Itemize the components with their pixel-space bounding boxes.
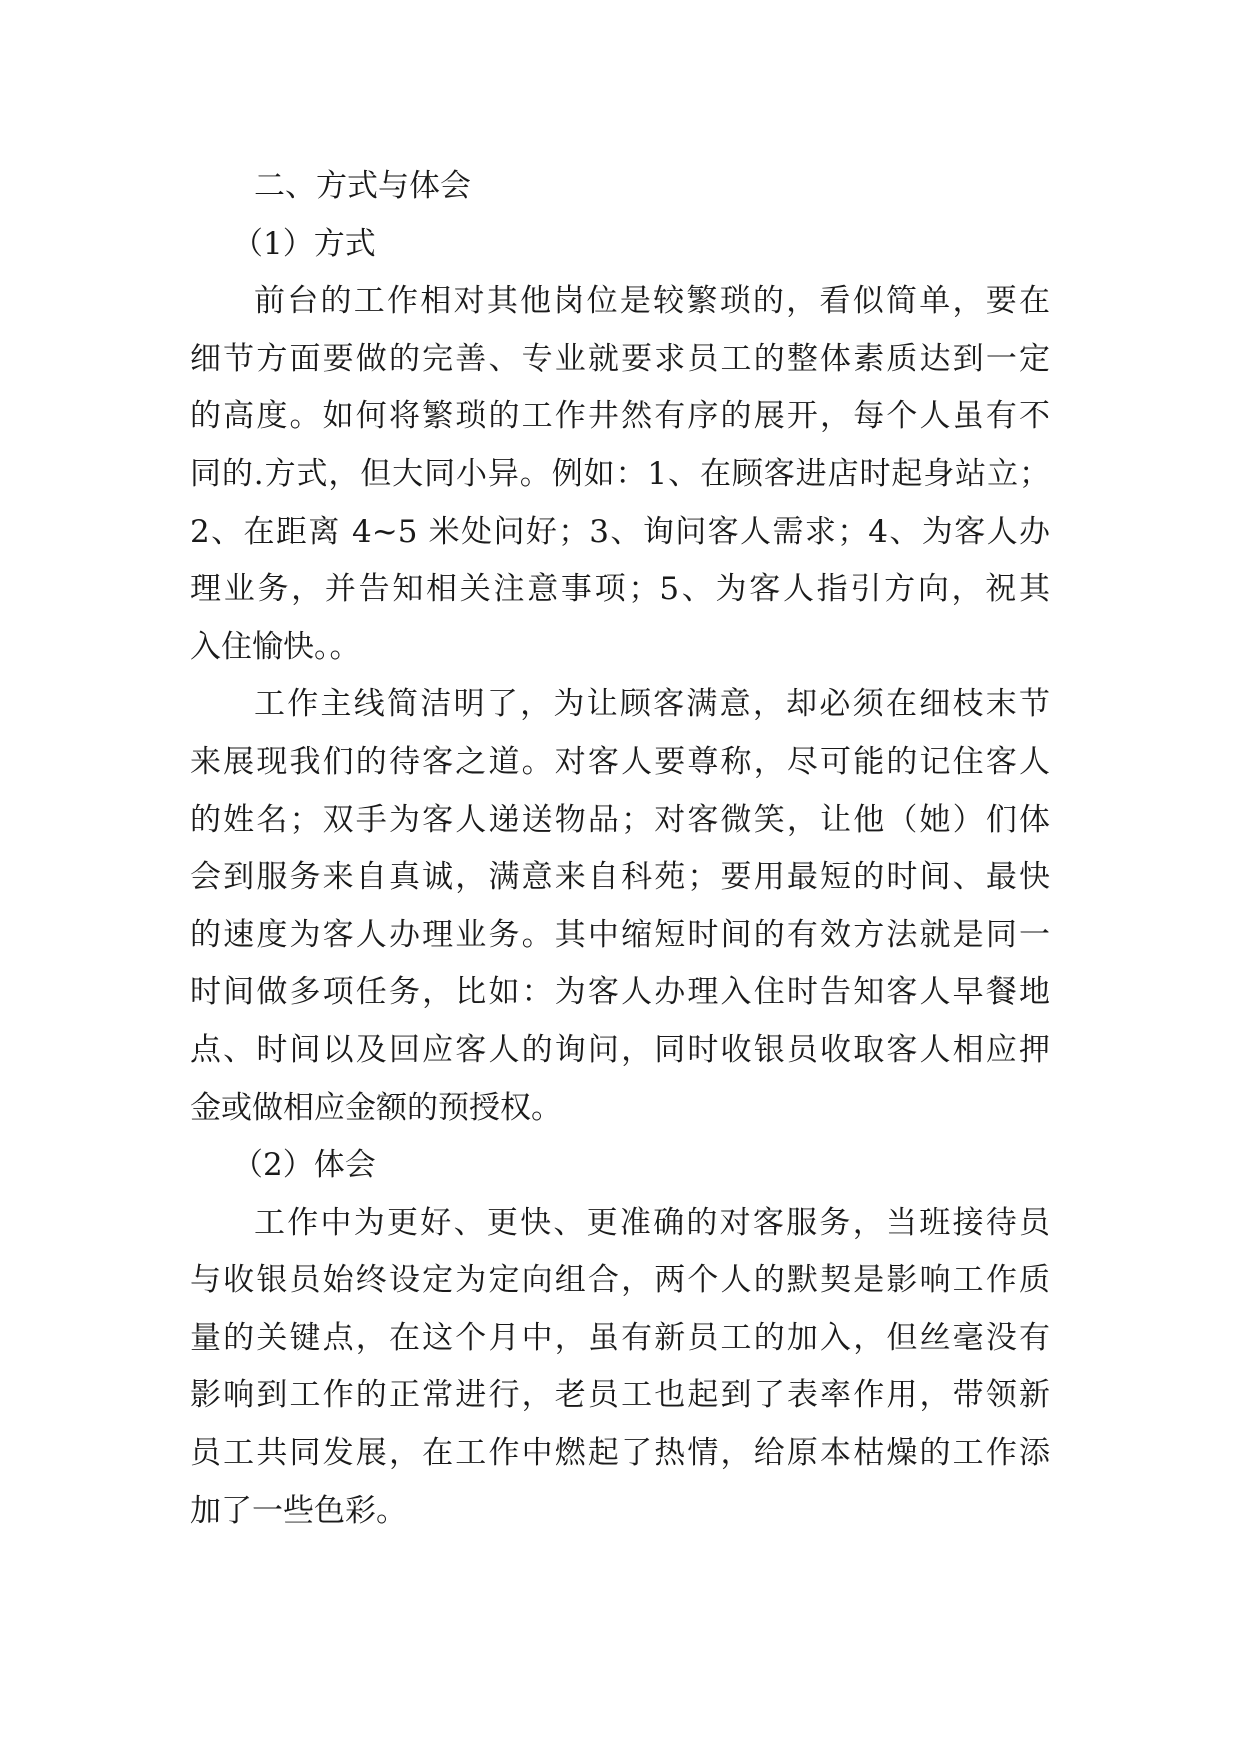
paragraph-line: 加了一些色彩。 (190, 1492, 407, 1529)
paragraph-line: 会到服务来自真诚，满意来自科苑；要用最短的时间、最快 (190, 859, 1050, 896)
paragraph-line: 影响到工作的正常进行，老员工也起到了表率作用，带领新 (190, 1377, 1050, 1414)
paragraph-experience (190, 1195, 1050, 1541)
paragraph-line: 的速度为客人办理业务。其中缩短时间的有效方法就是同一 (190, 916, 1050, 953)
paragraph-line: 2、在距离 4~5 米处问好；3、询问客人需求；4、为客人办 (190, 513, 1050, 550)
paragraph-line: 工作主线简洁明了，为让顾客满意，却必须在细枝末节 (254, 686, 1050, 723)
section-heading: 二、方式与体会 (254, 168, 471, 204)
paragraph-line: 员工共同发展，在工作中燃起了热情，给原本枯燥的工作添 (190, 1435, 1050, 1472)
paragraph-line: 点、时间以及回应客人的询问，同时收银员收取客人相应押 (190, 1031, 1050, 1068)
paragraph-line: 时间做多项任务，比如：为客人办理入住时告知客人早餐地 (190, 974, 1050, 1011)
paragraph-line: 与收银员始终设定为定向组合，两个人的默契是影响工作质 (190, 1262, 1050, 1299)
paragraph-method (190, 273, 1050, 676)
subheading-method: （1）方式 (232, 225, 376, 262)
document-body (190, 158, 1050, 1540)
subheading-experience: （2）体会 (232, 1147, 376, 1184)
paragraph-line: 前台的工作相对其他岗位是较繁琐的，看似简单，要在 (254, 283, 1050, 320)
paragraph-line: 量的关键点，在这个月中，虽有新员工的加入，但丝毫没有 (190, 1319, 1050, 1356)
paragraph-line: 来展现我们的待客之道。对客人要尊称，尽可能的记住客人 (190, 743, 1050, 780)
paragraph-line: 工作中为更好、更快、更准确的对客服务，当班接待员 (254, 1204, 1050, 1241)
paragraph-line: 同的.方式，但大同小异。例如：1、在顾客进店时起身站立； (190, 455, 1050, 492)
paragraph-line: 细节方面要做的完善、专业就要求员工的整体素质达到一定 (190, 340, 1050, 377)
paragraph-line: 金或做相应金额的预授权。 (190, 1089, 562, 1126)
paragraph-line: 入住愉快。。 (190, 628, 361, 665)
paragraph-line: 理业务，并告知相关注意事项；5、为客人指引方向，祝其 (190, 571, 1050, 608)
paragraph-service (190, 676, 1050, 1137)
paragraph-line: 的姓名；双手为客人递送物品；对客微笑，让他（她）们体 (190, 801, 1050, 838)
paragraph-line: 的高度。如何将繁琐的工作井然有序的展开，每个人虽有不 (190, 398, 1050, 435)
